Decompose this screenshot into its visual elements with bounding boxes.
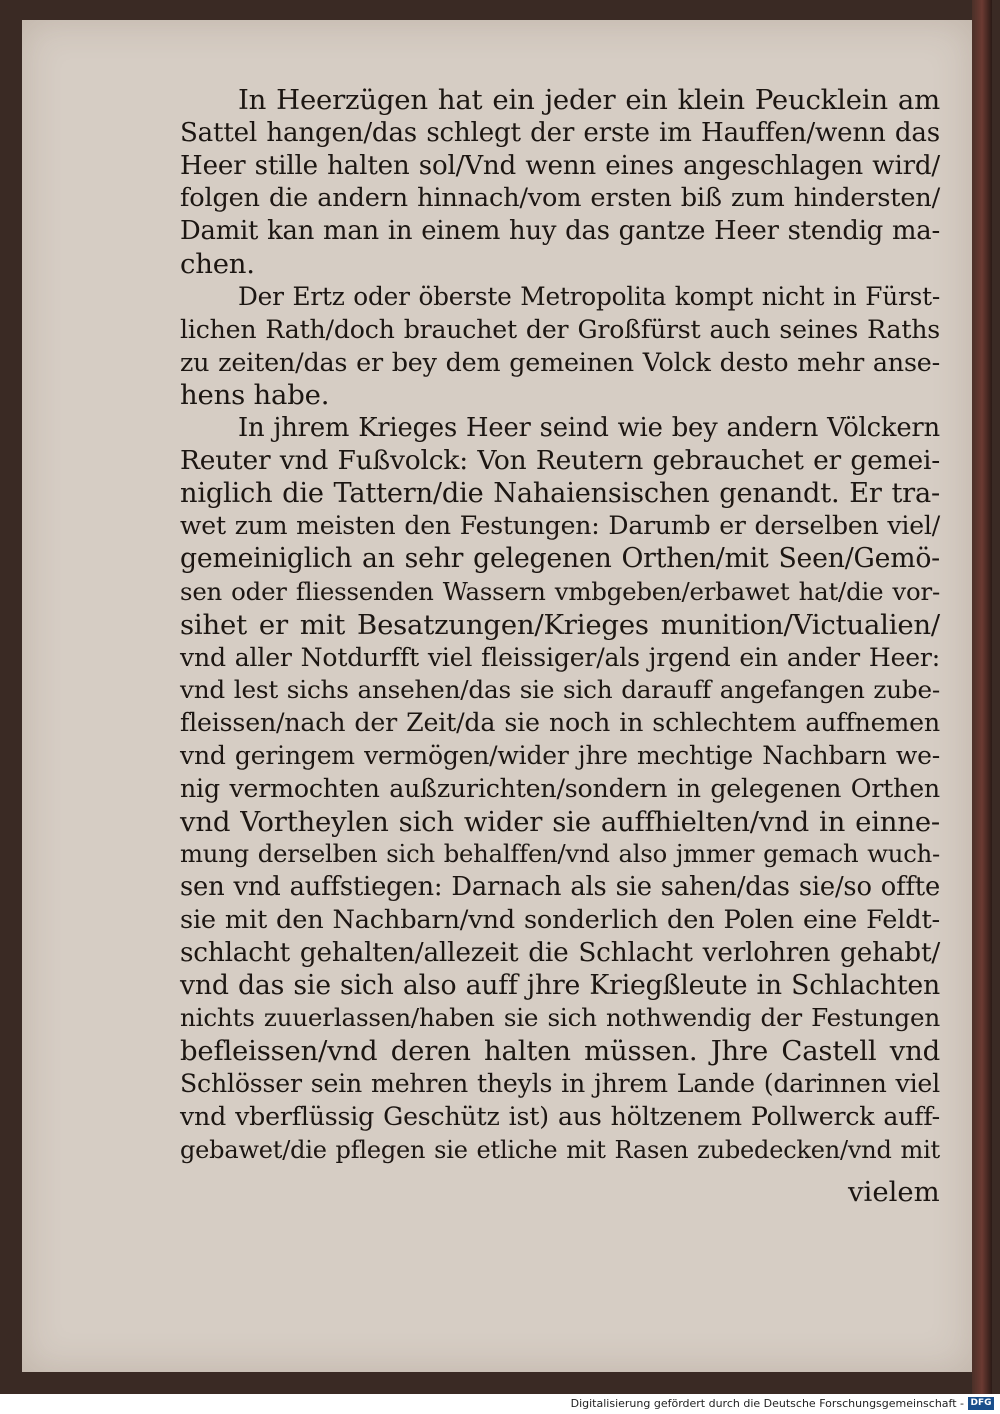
text-line: befleissen/vnd deren halten müssen. Jhre Castell vnd	[180, 1035, 940, 1068]
text-line: sen oder fliessenden Wassern vmbgeben/erbawet hat/die vor-	[180, 576, 940, 606]
text-line: Damit kan man in einem huy das gantze Heer stendig ma-	[180, 216, 940, 247]
text-line: schlacht gehalten/allezeit die Schlacht verlohren gehabt/	[180, 937, 940, 968]
text-line: nig vermochten außzurichten/sondern in gelegenen Orthen	[180, 773, 940, 803]
text-line: gemeiniglich an sehr gelegenen Orthen/mit Seen/Gemö-	[180, 543, 940, 575]
footer-bar	[0, 1394, 1000, 1414]
text-line: vnd Vortheylen sich wider sie auffhielten/vnd in einne-	[180, 805, 940, 838]
text-line: vnd das sie sich also auff jhre Kriegßleute in Schlachten	[180, 969, 940, 1001]
catchword: vielem	[848, 1176, 940, 1208]
text-line: niglich die Tattern/die Nahaiensischen genandt. Er tra-	[180, 477, 940, 509]
text-line: lichen Rath/doch brauchet der Großfürst auch seines Raths	[180, 314, 940, 344]
dfg-logo[interactable]: DFG	[968, 1397, 994, 1410]
text-line: chen.	[180, 247, 255, 280]
text-line: Schlösser sein mehren theyls in jhrem Lande (darinnen viel	[180, 1068, 940, 1098]
text-line: In jhrem Krieges Heer seind wie bey andern Völckern	[238, 412, 940, 443]
text-line: folgen die andern hinnach/vom ersten biß zum hindersten/	[180, 183, 940, 214]
book-spine-edge	[972, 0, 992, 1394]
text-line: mung derselben sich behalffen/vnd also jmmer gemach wuch-	[180, 839, 940, 869]
text-line: sie mit den Nachbarn/vnd sonderlich den Polen eine Feldt-	[180, 904, 940, 935]
text-line: vnd aller Notdurfft viel fleissiger/als jrgend ein ander Heer:	[180, 642, 940, 672]
text-line: Reuter vnd Fußvolck: Von Reutern gebrauchet er gemei-	[180, 444, 940, 476]
page-text-block	[180, 84, 940, 1166]
text-line: Sattel hangen/das schlegt der erste im Hauffen/wenn das	[180, 117, 940, 148]
text-line: gebawet/die pflegen sie etliche mit Rasen zubedecken/vnd mit	[180, 1135, 940, 1164]
text-line: vnd vberflüssig Geschütz ist) aus höltzenem Pollwerck auff-	[180, 1101, 940, 1131]
text-line: wet zum meisten den Festungen: Darumb er derselben viel/	[180, 511, 940, 541]
text-line: sen vnd auffstiegen: Darnach als sie sahen/das sie/so offte	[180, 872, 940, 903]
text-line: vnd geringem vermögen/wider jhre mechtige Nachbarn we-	[180, 740, 940, 770]
funding-notice: Digitalisierung gefördert durch die Deutsche Forschungsgemeinschaft -	[570, 1397, 964, 1410]
text-line: Der Ertz oder öberste Metropolita kompt nicht in Fürst-	[238, 281, 940, 311]
text-line: nichts zuuerlassen/haben sie sich nothwendig der Festungen	[180, 1003, 940, 1033]
text-line: zu zeiten/das er bey dem gemeinen Volck desto mehr anse-	[180, 347, 940, 378]
text-line: In Heerzügen hat ein jeder ein klein Peucklein am	[238, 84, 940, 116]
text-line: vnd lest sichs ansehen/das sie sich darauff angefangen zube-	[180, 675, 940, 705]
text-line: sihet er mit Besatzungen/Krieges munition/Victualien/	[180, 608, 940, 641]
text-line: Heer stille halten sol/Vnd wenn eines angeschlagen wird/	[180, 150, 940, 181]
text-line: hens habe.	[180, 379, 330, 412]
text-line: fleissen/nach der Zeit/da sie noch in schlechtem auffnemen	[180, 708, 940, 738]
